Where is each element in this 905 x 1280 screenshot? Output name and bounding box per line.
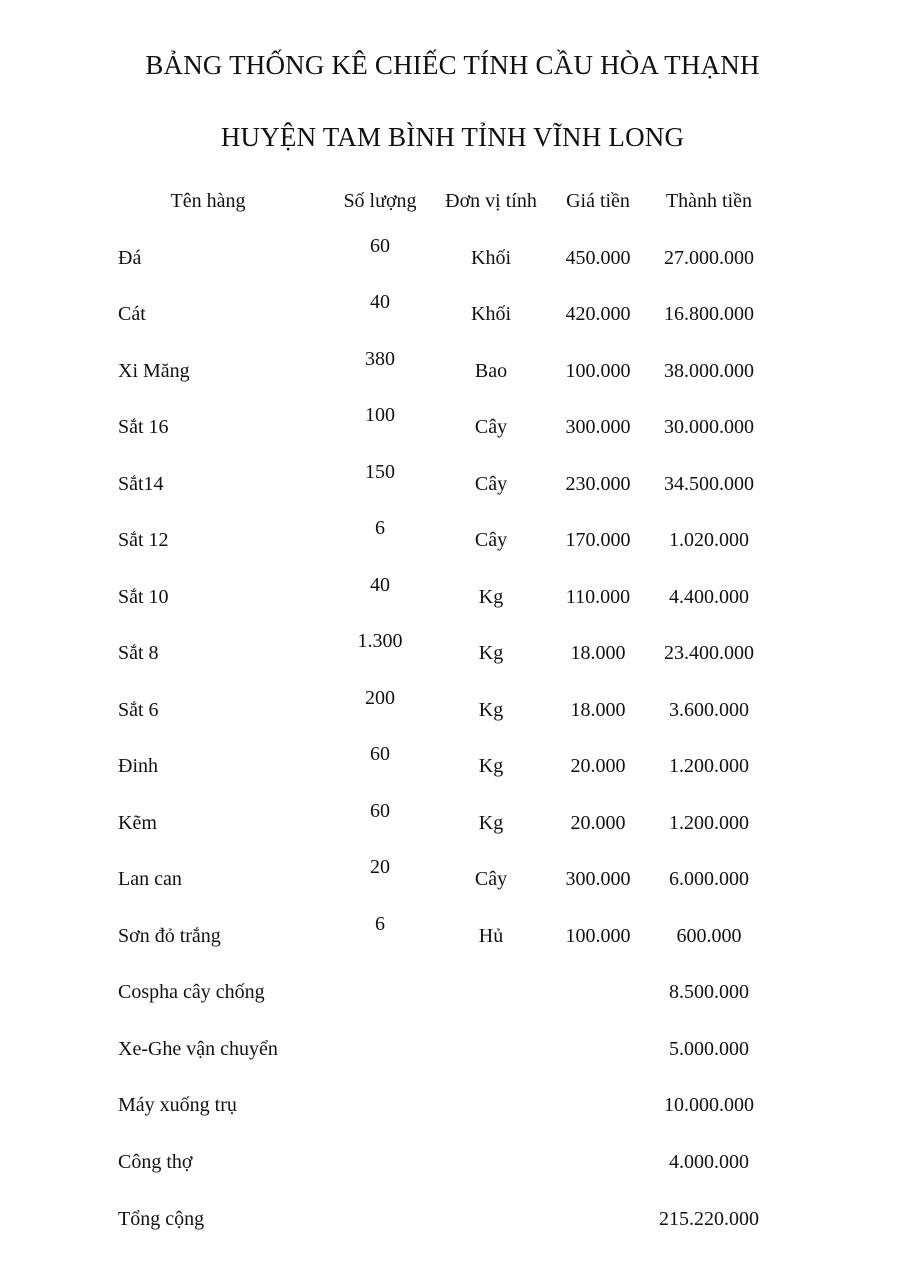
item-qty: 380	[365, 348, 395, 370]
table-header	[0, 186, 905, 216]
item-price: 100.000	[565, 360, 631, 382]
item-total: 4.000.000	[669, 1151, 749, 1173]
item-unit: Cây	[474, 529, 508, 551]
header-qty: Số lượng	[343, 190, 417, 212]
item-unit: Cây	[474, 416, 508, 438]
item-name: Xi Măng	[118, 360, 190, 382]
item-name: Sơn đỏ trắng	[118, 925, 221, 947]
item-name: Sắt 12	[118, 529, 169, 551]
item-price: 18.000	[570, 699, 626, 721]
item-total: 30.000.000	[664, 416, 754, 438]
item-unit: Cây	[474, 868, 508, 890]
grand-total-value: 215.220.000	[659, 1208, 759, 1230]
item-price: 300.000	[565, 868, 631, 890]
item-price: 230.000	[565, 473, 631, 495]
table-row	[0, 461, 905, 499]
item-name: Sắt 10	[118, 586, 169, 608]
item-name: Máy xuống trụ	[118, 1094, 237, 1116]
item-total: 10.000.000	[664, 1094, 754, 1116]
item-unit: Kg	[478, 642, 504, 664]
item-qty: 40	[370, 291, 390, 313]
item-qty: 60	[370, 800, 390, 822]
item-total: 27.000.000	[664, 247, 754, 269]
table-row	[0, 800, 905, 838]
table-row	[0, 856, 905, 894]
item-name: Công thợ	[118, 1151, 193, 1173]
item-price: 450.000	[565, 247, 631, 269]
item-unit: Bao	[474, 360, 508, 382]
item-name: Xe-Ghe vận chuyển	[118, 1038, 278, 1060]
item-total: 38.000.000	[664, 360, 754, 382]
table-row	[0, 235, 905, 273]
item-name: Đá	[118, 247, 142, 269]
item-total: 1.200.000	[669, 812, 749, 834]
header-total: Thành tiền	[665, 190, 753, 212]
table-row	[0, 1034, 905, 1064]
item-name: Sắt 6	[118, 699, 159, 721]
item-price: 20.000	[570, 812, 626, 834]
table-row	[0, 348, 905, 386]
item-price: 100.000	[565, 925, 631, 947]
table-row	[0, 1090, 905, 1120]
item-total: 600.000	[676, 925, 742, 947]
item-name: Sắt 8	[118, 642, 159, 664]
item-name: Cospha cây chống	[118, 981, 265, 1003]
item-price: 170.000	[565, 529, 631, 551]
item-qty: 150	[365, 461, 395, 483]
header-price: Giá tiền	[566, 190, 630, 212]
table-row	[0, 630, 905, 668]
item-unit: Kg	[478, 755, 504, 777]
item-price: 110.000	[565, 586, 631, 608]
item-total: 3.600.000	[669, 699, 749, 721]
table-row	[0, 1147, 905, 1177]
item-total: 16.800.000	[664, 303, 754, 325]
document-title: BẢNG THỐNG KÊ CHIẾC TÍNH CẦU HÒA THẠNH	[145, 50, 760, 80]
table-row	[0, 913, 905, 951]
item-total: 34.500.000	[664, 473, 754, 495]
item-name: Kẽm	[118, 812, 157, 834]
item-name: Sắt 16	[118, 416, 169, 438]
table-row	[0, 291, 905, 329]
item-qty: 20	[370, 856, 390, 878]
header-unit: Đơn vị tính	[445, 190, 537, 212]
table-row	[0, 574, 905, 612]
document-subtitle: HUYỆN TAM BÌNH TỈNH VĨNH LONG	[220, 122, 685, 152]
item-price: 300.000	[565, 416, 631, 438]
item-unit: Kg	[478, 586, 504, 608]
item-qty: 6	[375, 913, 385, 935]
item-qty: 60	[370, 235, 390, 257]
item-total: 1.020.000	[669, 529, 749, 551]
item-price: 420.000	[565, 303, 631, 325]
item-name: Sắt14	[118, 473, 164, 495]
item-name: Lan can	[118, 868, 182, 890]
item-unit: Khối	[471, 303, 511, 325]
item-unit: Khối	[471, 247, 511, 269]
item-unit: Cây	[474, 473, 508, 495]
header-name: Tên hàng	[170, 190, 246, 212]
item-qty: 40	[370, 574, 390, 596]
item-qty: 1.300	[357, 630, 403, 652]
item-qty: 6	[375, 517, 385, 539]
item-qty: 200	[365, 687, 395, 709]
table-row	[0, 404, 905, 442]
item-name: Cát	[118, 303, 146, 325]
table-row	[0, 743, 905, 781]
item-unit: Hủ	[478, 925, 504, 947]
table-row	[0, 517, 905, 555]
item-qty: 100	[365, 404, 395, 426]
grand-total-label: Tổng cộng	[118, 1208, 205, 1230]
item-unit: Kg	[478, 812, 504, 834]
item-unit: Kg	[478, 699, 504, 721]
item-total: 4.400.000	[669, 586, 749, 608]
item-qty: 60	[370, 743, 390, 765]
total-row	[0, 1204, 905, 1234]
item-price: 18.000	[570, 642, 626, 664]
item-total: 23.400.000	[664, 642, 754, 664]
item-name: Đinh	[118, 755, 158, 777]
item-price: 20.000	[570, 755, 626, 777]
table-row	[0, 977, 905, 1007]
item-total: 1.200.000	[669, 755, 749, 777]
table-row	[0, 687, 905, 725]
item-total: 6.000.000	[669, 868, 749, 890]
item-total: 8.500.000	[669, 981, 749, 1003]
item-total: 5.000.000	[669, 1038, 749, 1060]
